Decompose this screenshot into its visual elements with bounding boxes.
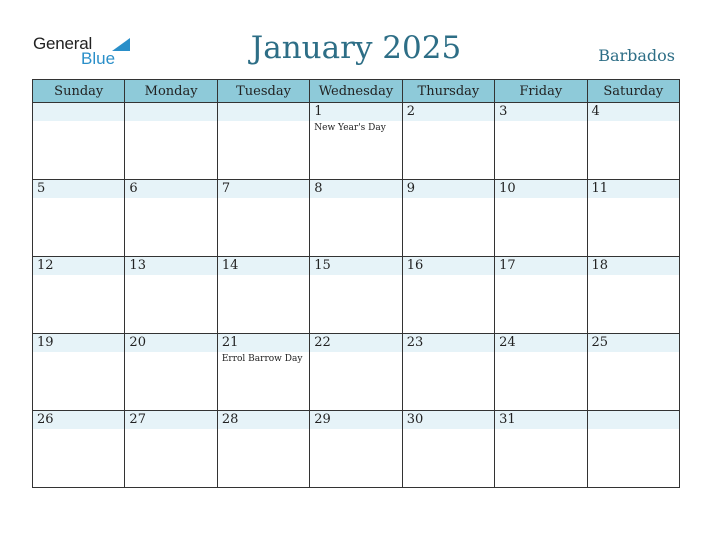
day-number: 24 [495, 334, 586, 352]
day-number: 26 [33, 411, 124, 429]
day-cell [33, 257, 125, 334]
day-number: 30 [403, 411, 494, 429]
day-cell [125, 180, 217, 257]
day-number: 22 [310, 334, 401, 352]
day-number: 18 [588, 257, 679, 275]
week-row [33, 103, 680, 180]
day-number: 5 [33, 180, 124, 198]
weekday-header: Tuesday [217, 80, 309, 103]
day-number: 15 [310, 257, 401, 275]
day-number: 21 [218, 334, 309, 352]
weekday-header: Saturday [587, 80, 679, 103]
holiday-label [495, 352, 586, 354]
day-number: 7 [218, 180, 309, 198]
day-number: 13 [125, 257, 216, 275]
calendar-grid [32, 79, 680, 488]
holiday-label [495, 275, 586, 277]
holiday-label [310, 275, 401, 277]
logo-general-text: General [33, 34, 93, 53]
holiday-label [125, 121, 216, 123]
holiday-label [403, 275, 494, 277]
holiday-label [33, 352, 124, 354]
day-cell [495, 334, 587, 411]
day-cell [587, 411, 679, 488]
day-cell [217, 103, 309, 180]
day-number: 3 [495, 103, 586, 121]
day-number: 25 [588, 334, 679, 352]
day-cell [587, 103, 679, 180]
day-cell [33, 180, 125, 257]
holiday-label [218, 198, 309, 200]
day-cell [402, 180, 494, 257]
day-number: 29 [310, 411, 401, 429]
day-number: 12 [33, 257, 124, 275]
holiday-label [33, 121, 124, 123]
day-number: 16 [403, 257, 494, 275]
day-number: 11 [588, 180, 679, 198]
day-cell [495, 103, 587, 180]
day-number [33, 103, 124, 121]
day-number: 4 [588, 103, 679, 121]
day-number: 28 [218, 411, 309, 429]
day-number: 8 [310, 180, 401, 198]
holiday-label [403, 121, 494, 123]
day-number: 17 [495, 257, 586, 275]
day-cell [495, 180, 587, 257]
holiday-label [33, 429, 124, 431]
holiday-label [495, 121, 586, 123]
day-number: 20 [125, 334, 216, 352]
logo-blue-text: Blue [81, 49, 116, 68]
day-number: 6 [125, 180, 216, 198]
day-cell [310, 180, 402, 257]
weekday-header-row [33, 80, 680, 103]
holiday-label [125, 429, 216, 431]
day-number: 31 [495, 411, 586, 429]
holiday-label [588, 275, 679, 277]
day-number [125, 103, 216, 121]
day-number: 27 [125, 411, 216, 429]
day-number: 2 [403, 103, 494, 121]
week-row [33, 334, 680, 411]
holiday-label [218, 429, 309, 431]
day-number [588, 411, 679, 429]
calendar-title: January 2025 [250, 30, 462, 66]
day-cell [587, 334, 679, 411]
day-cell [33, 411, 125, 488]
day-cell [217, 411, 309, 488]
weekday-header: Monday [125, 80, 217, 103]
holiday-label [33, 275, 124, 277]
day-cell [125, 257, 217, 334]
weekday-header: Thursday [402, 80, 494, 103]
holiday-label [588, 198, 679, 200]
holiday-label [403, 352, 494, 354]
day-cell [217, 257, 309, 334]
day-cell [587, 180, 679, 257]
day-cell [125, 334, 217, 411]
day-cell [310, 103, 402, 180]
holiday-label [588, 352, 679, 354]
day-number: 9 [403, 180, 494, 198]
holiday-label [588, 121, 679, 123]
holiday-label [588, 429, 679, 431]
day-cell [33, 103, 125, 180]
holiday-label [218, 275, 309, 277]
holiday-label [495, 429, 586, 431]
day-cell [402, 103, 494, 180]
holiday-label [125, 198, 216, 200]
holiday-label [495, 198, 586, 200]
day-cell [217, 334, 309, 411]
holiday-label [403, 198, 494, 200]
day-cell [495, 257, 587, 334]
day-cell [495, 411, 587, 488]
day-number: 10 [495, 180, 586, 198]
day-cell [125, 411, 217, 488]
day-cell [587, 257, 679, 334]
weekday-header: Friday [495, 80, 587, 103]
holiday-label: New Year's Day [314, 123, 386, 133]
day-cell [310, 257, 402, 334]
day-cell [217, 180, 309, 257]
holiday-label [310, 429, 401, 431]
day-number: 14 [218, 257, 309, 275]
holiday-label: Errol Barrow Day [221, 354, 303, 364]
day-number: 1 [310, 103, 401, 121]
weekday-header: Sunday [33, 80, 125, 103]
holiday-label [218, 121, 309, 123]
day-cell [125, 103, 217, 180]
day-number: 23 [403, 334, 494, 352]
week-row [33, 180, 680, 257]
day-cell [310, 334, 402, 411]
country-name: Barbados [598, 46, 675, 65]
holiday-label [403, 429, 494, 431]
day-number: 19 [33, 334, 124, 352]
day-cell [402, 411, 494, 488]
week-row [33, 257, 680, 334]
day-cell [310, 411, 402, 488]
day-cell [402, 334, 494, 411]
holiday-label [310, 198, 401, 200]
holiday-label [125, 275, 216, 277]
day-cell [402, 257, 494, 334]
holiday-label [33, 198, 124, 200]
day-cell [33, 334, 125, 411]
holiday-label [310, 352, 401, 354]
week-row [33, 411, 680, 488]
weekday-header: Wednesday [310, 80, 402, 103]
day-number [218, 103, 309, 121]
holiday-label [125, 352, 216, 354]
